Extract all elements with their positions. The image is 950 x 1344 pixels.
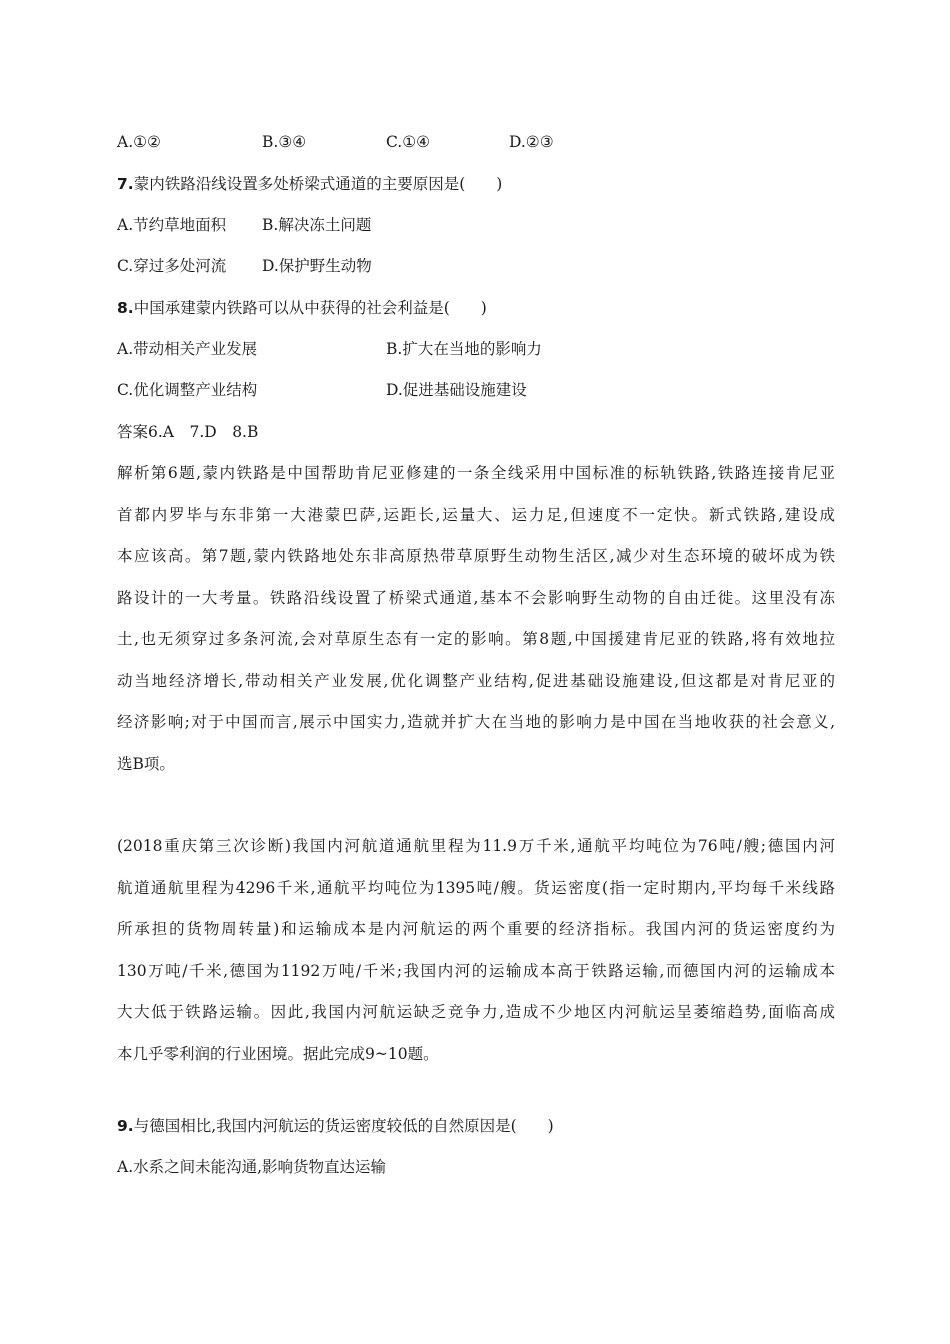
analysis-line: 本应该高。第7题,蒙内铁路地处东非高原热带草原野生动物生活区,减少对生态环境的破坏成为铁 — [117, 547, 835, 565]
q6-option-d: D.②③ — [509, 133, 554, 151]
passage-paragraph — [117, 826, 835, 1075]
q7-option-d: D.保护野生动物 — [262, 257, 372, 275]
passage-line: 航道通航里程为4296千米,通航平均吨位为1395吨/艘。货运密度(指一定时期内,平均每千米线路 — [117, 878, 835, 897]
question-7-number: 7. — [117, 175, 134, 193]
q8-option-d: D.促进基础设施建设 — [386, 381, 527, 399]
q8-option-a: A.带动相关产业发展 — [117, 340, 258, 358]
analysis-line: 土,也无须穿过多条河流,会对草原生态有一定的影响。第8题,中国援建肯尼亚的铁路,将有效地拉 — [117, 630, 835, 648]
question-7 — [117, 174, 502, 194]
question-7-stem: 蒙内铁路沿线设置多处桥梁式通道的主要原因是( ) — [133, 175, 503, 193]
analysis-line: 经济影响;对于中国而言,展示中国实力,造就并扩大在当地的影响力是中国在当地收获的社会意义, — [117, 713, 835, 731]
answer-line: 答案6.A 7.D 8.B — [117, 423, 259, 441]
q6-option-c: C.①④ — [386, 133, 431, 151]
analysis-line: 首都内罗毕与东非第一大港蒙巴萨,运距长,运量大、运力足,但速度不一定快。新式铁路,建设成 — [117, 505, 835, 524]
question-9-number: 9. — [117, 1117, 134, 1135]
question-9 — [117, 1116, 554, 1136]
q6-option-a: A.①② — [117, 133, 161, 151]
q7-option-c: C.穿过多处河流 — [117, 257, 227, 275]
question-9-stem: 与德国相比,我国内河航运的货运密度较低的自然原因是( ) — [133, 1117, 554, 1135]
analysis-paragraph — [117, 453, 835, 785]
analysis-line: 动当地经济增长,带动相关产业发展,优化调整产业结构,促进基础设施建设,但这都是对肯尼亚的 — [117, 671, 835, 690]
q9-option-a: A.水系之间未能沟通,影响货物直达运输 — [117, 1158, 387, 1176]
q6-option-b: B.③④ — [262, 133, 307, 151]
analysis-line: 选B项。 — [117, 754, 175, 773]
analysis-line: 路设计的一大考量。铁路沿线设置了桥梁式通道,基本不会影响野生动物的自由迁徙。这里没有冻 — [117, 588, 835, 607]
analysis-line: 解析第6题,蒙内铁路是中国帮助肯尼亚修建的一条全线采用中国标准的标轨铁路,铁路连接肯尼亚 — [117, 464, 835, 482]
passage-line: 所承担的货物周转量)和运输成本是内河航运的两个重要的经济指标。我国内河的货运密度约为 — [117, 920, 835, 938]
q8-option-c: C.优化调整产业结构 — [117, 381, 258, 399]
passage-line: 大大低于铁路运输。因此,我国内河航运缺乏竞争力,造成不少地区内河航运呈萎缩趋势,面临高成 — [117, 1003, 835, 1021]
q7-option-a: A.节约草地面积 — [117, 216, 227, 234]
question-8-stem: 中国承建蒙内铁路可以从中获得的社会利益是( ) — [133, 299, 487, 317]
q8-option-b: B.扩大在当地的影响力 — [386, 340, 542, 358]
question-8 — [117, 298, 487, 318]
passage-line: 本几乎零利润的行业困境。据此完成9~10题。 — [117, 1044, 439, 1063]
passage-line: (2018重庆第三次诊断)我国内河航道通航里程为11.9万千米,通航平均吨位为76吨/艘;德国内河 — [117, 837, 835, 855]
q7-option-b: B.解决冻土问题 — [262, 216, 372, 234]
passage-line: 130万吨/千米,德国为1192万吨/千米;我国内河的运输成本高于铁路运输,而德国内河的运输成本 — [117, 961, 835, 980]
question-8-number: 8. — [117, 299, 134, 317]
